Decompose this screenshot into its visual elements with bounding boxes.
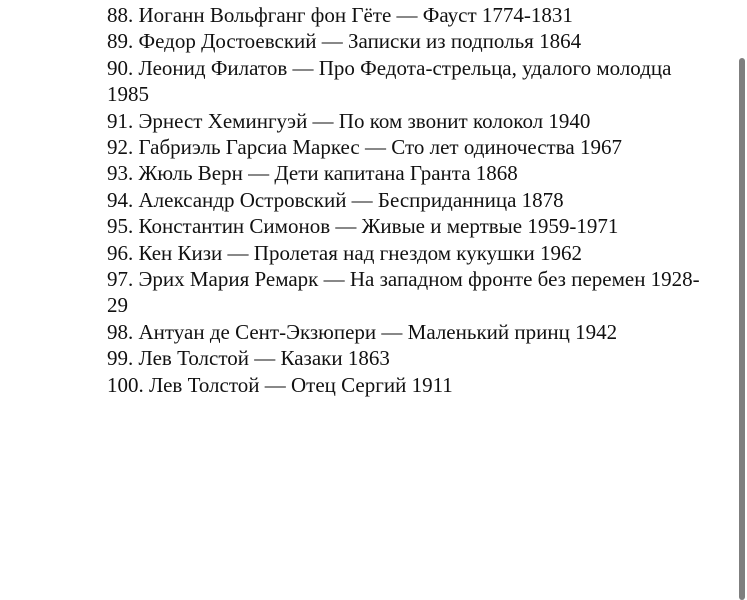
list-item: 88. Иоганн Вольфганг фон Гёте — Фауст 1774-1831 <box>107 3 573 27</box>
list-item: 94. Александр Островский — Бесприданница 1878 <box>107 187 564 212</box>
book-list <box>107 2 707 398</box>
vertical-scrollbar[interactable] <box>737 0 747 600</box>
list-item: 99. Лев Толстой — Казаки 1863 <box>107 346 390 371</box>
list-item: 92. Габриэль Гарсиа Маркес — Сто лет одиночества 1967 <box>107 135 622 160</box>
list-item: 96. Кен Кизи — Пролетая над гнездом кукушки 1962 <box>107 240 582 265</box>
list-item: 98. Антуан де Сент-Экзюпери — Маленький принц 1942 <box>107 319 618 344</box>
scrollbar-thumb[interactable] <box>739 58 745 600</box>
list-item: 95. Константин Симонов — Живые и мертвые 1959-1971 <box>107 214 619 239</box>
list-item: 100. Лев Толстой — Отец Сергий 1911 <box>107 372 453 397</box>
list-item: 91. Эрнест Хемингуэй — По ком звонит колокол 1940 <box>107 108 591 133</box>
list-item: 97. Эрих Мария Ремарк — На западном фронте без перемен 1928-29 <box>107 267 700 318</box>
list-item: 89. Федор Достоевский — Записки из подполья 1864 <box>107 29 582 54</box>
list-item: 93. Жюль Верн — Дети капитана Гранта 1868 <box>107 161 518 186</box>
list-item: 90. Леонид Филатов — Про Федота-стрельца, удалого молодца 1985 <box>107 55 672 107</box>
